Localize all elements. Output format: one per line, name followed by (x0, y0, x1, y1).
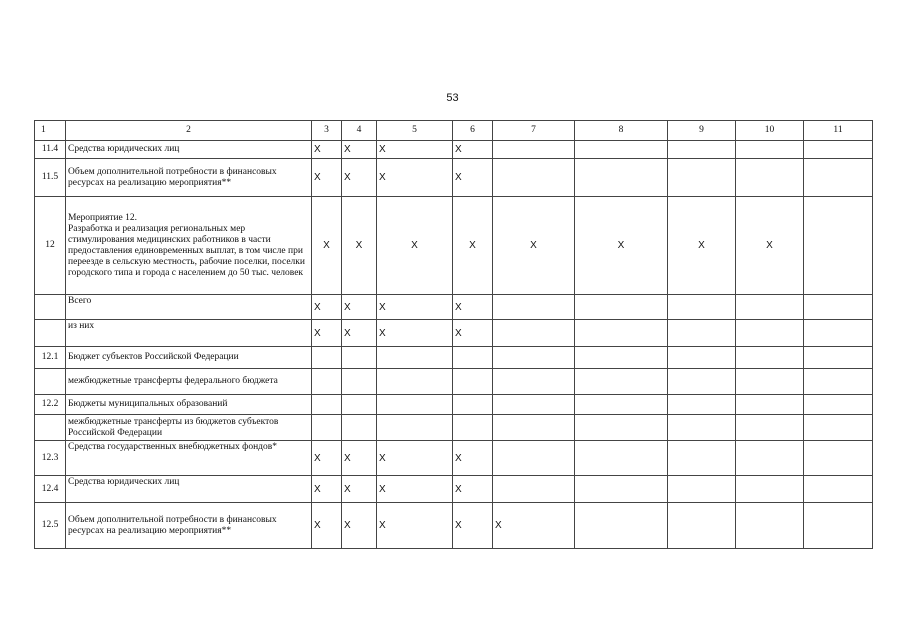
row-number: 11.5 (35, 159, 66, 197)
cell-mark: X (312, 141, 342, 159)
column-header: 6 (453, 121, 493, 141)
row-label: Объем дополнительной потребности в финансовых ресурсах на реализацию мероприятия** (66, 503, 312, 549)
cell-empty (804, 347, 873, 369)
cell-empty (453, 347, 493, 369)
row-number (35, 369, 66, 395)
column-header: 7 (493, 121, 575, 141)
cell-empty (575, 415, 668, 441)
row-number: 12.1 (35, 347, 66, 369)
cell-empty (312, 395, 342, 415)
cell-mark: X (342, 141, 377, 159)
cell-mark: X (312, 441, 342, 476)
table-row (35, 320, 873, 347)
cell-empty (493, 441, 575, 476)
cell-mark: X (312, 320, 342, 347)
table-row (35, 369, 873, 395)
cell-mark: X (377, 197, 453, 295)
column-header: 9 (668, 121, 736, 141)
row-label: Бюджет субъектов Российской Федерации (66, 347, 312, 369)
cell-mark: X (312, 159, 342, 197)
cell-mark: X (342, 295, 377, 320)
cell-empty (804, 476, 873, 503)
cell-empty (668, 141, 736, 159)
page-number: 53 (446, 92, 459, 104)
table-row (35, 295, 873, 320)
cell-empty (575, 369, 668, 395)
cell-empty (575, 141, 668, 159)
column-header: 2 (66, 121, 312, 141)
cell-empty (342, 395, 377, 415)
cell-mark: X (342, 441, 377, 476)
row-label: межбюджетные трансферты федерального бюджета (66, 369, 312, 395)
cell-empty (736, 503, 804, 549)
table-row (35, 141, 873, 159)
row-label: Объем дополнительной потребности в финансовых ресурсах на реализацию мероприятия** (66, 159, 312, 197)
financing-table (34, 120, 873, 549)
row-number (35, 415, 66, 441)
cell-mark: X (377, 295, 453, 320)
table-row (35, 503, 873, 549)
table-row (35, 197, 873, 295)
row-label: Бюджеты муниципальных образований (66, 395, 312, 415)
cell-empty (377, 347, 453, 369)
cell-empty (575, 347, 668, 369)
cell-mark: X (377, 320, 453, 347)
cell-empty (736, 415, 804, 441)
cell-mark: X (453, 295, 493, 320)
column-header: 11 (804, 121, 873, 141)
row-number: 12.4 (35, 476, 66, 503)
cell-empty (804, 369, 873, 395)
cell-mark: X (342, 197, 377, 295)
cell-empty (453, 415, 493, 441)
column-header: 8 (575, 121, 668, 141)
cell-empty (736, 320, 804, 347)
cell-empty (493, 476, 575, 503)
row-label: Средства юридических лиц (66, 141, 312, 159)
cell-empty (804, 395, 873, 415)
cell-empty (575, 159, 668, 197)
cell-mark: X (453, 476, 493, 503)
cell-empty (575, 503, 668, 549)
cell-empty (736, 141, 804, 159)
cell-mark: X (453, 441, 493, 476)
row-label: Мероприятие 12. Разработка и реализация региональных мер стимулирования медицинских работников в части предоставления единовременных выплат, в том числе при переезде в сельскую местность, рабочие поселки, поселки городского типа и города с населением до 50 тыс. человек (66, 197, 312, 295)
row-number: 11.4 (35, 141, 66, 159)
column-header: 5 (377, 121, 453, 141)
cell-mark: X (312, 503, 342, 549)
cell-mark: X (453, 320, 493, 347)
cell-empty (804, 503, 873, 549)
cell-mark: X (312, 197, 342, 295)
cell-mark: X (453, 503, 493, 549)
row-label: межбюджетные трансферты из бюджетов субъектов Российской Федерации (66, 415, 312, 441)
cell-mark: X (493, 197, 575, 295)
column-header: 4 (342, 121, 377, 141)
table-row (35, 415, 873, 441)
cell-empty (575, 295, 668, 320)
cell-empty (377, 415, 453, 441)
cell-empty (804, 159, 873, 197)
cell-mark: X (377, 159, 453, 197)
cell-empty (736, 159, 804, 197)
cell-mark: X (453, 159, 493, 197)
cell-empty (342, 369, 377, 395)
row-number: 12.2 (35, 395, 66, 415)
cell-empty (342, 347, 377, 369)
cell-mark: X (312, 295, 342, 320)
row-number: 12.3 (35, 441, 66, 476)
cell-empty (342, 415, 377, 441)
cell-empty (668, 441, 736, 476)
column-header: 3 (312, 121, 342, 141)
cell-mark: X (342, 476, 377, 503)
cell-empty (736, 395, 804, 415)
cell-empty (668, 415, 736, 441)
cell-empty (668, 369, 736, 395)
cell-empty (668, 503, 736, 549)
cell-mark: X (312, 476, 342, 503)
row-label: Всего (66, 295, 312, 320)
cell-empty (493, 415, 575, 441)
row-number: 12 (35, 197, 66, 295)
row-number (35, 320, 66, 347)
cell-empty (493, 347, 575, 369)
cell-empty (736, 441, 804, 476)
cell-empty (736, 347, 804, 369)
cell-empty (668, 159, 736, 197)
cell-mark: X (453, 197, 493, 295)
table-row (35, 395, 873, 415)
cell-empty (377, 369, 453, 395)
cell-empty (575, 441, 668, 476)
cell-empty (493, 320, 575, 347)
cell-empty (575, 320, 668, 347)
cell-empty (312, 415, 342, 441)
table-row (35, 159, 873, 197)
cell-empty (575, 395, 668, 415)
cell-mark: X (342, 320, 377, 347)
cell-mark: X (453, 141, 493, 159)
cell-empty (804, 295, 873, 320)
cell-empty (493, 159, 575, 197)
cell-mark: X (342, 503, 377, 549)
cell-mark: X (377, 141, 453, 159)
cell-empty (804, 141, 873, 159)
cell-empty (736, 476, 804, 503)
cell-empty (668, 320, 736, 347)
cell-mark: X (493, 503, 575, 549)
cell-empty (493, 141, 575, 159)
column-header: 10 (736, 121, 804, 141)
cell-empty (312, 347, 342, 369)
cell-empty (575, 476, 668, 503)
row-number (35, 295, 66, 320)
table-row (35, 476, 873, 503)
cell-empty (668, 295, 736, 320)
cell-empty (493, 295, 575, 320)
cell-empty (453, 369, 493, 395)
table-row (35, 347, 873, 369)
cell-mark: X (736, 197, 804, 295)
cell-empty (668, 476, 736, 503)
cell-mark: X (575, 197, 668, 295)
header-row (35, 121, 873, 141)
row-label: из них (66, 320, 312, 347)
cell-mark: X (377, 441, 453, 476)
row-label: Средства юридических лиц (66, 476, 312, 503)
cell-empty (804, 197, 873, 295)
row-number: 12.5 (35, 503, 66, 549)
cell-empty (493, 395, 575, 415)
column-header: 1 (35, 121, 66, 141)
cell-empty (804, 320, 873, 347)
cell-mark: X (668, 197, 736, 295)
row-label: Средства государственных внебюджетных фондов* (66, 441, 312, 476)
cell-empty (668, 347, 736, 369)
table-row (35, 441, 873, 476)
cell-empty (804, 441, 873, 476)
cell-mark: X (342, 159, 377, 197)
cell-empty (804, 415, 873, 441)
cell-empty (668, 395, 736, 415)
cell-mark: X (377, 476, 453, 503)
cell-empty (736, 369, 804, 395)
cell-empty (736, 295, 804, 320)
cell-empty (377, 395, 453, 415)
cell-empty (493, 369, 575, 395)
cell-empty (312, 369, 342, 395)
cell-mark: X (377, 503, 453, 549)
cell-empty (453, 395, 493, 415)
